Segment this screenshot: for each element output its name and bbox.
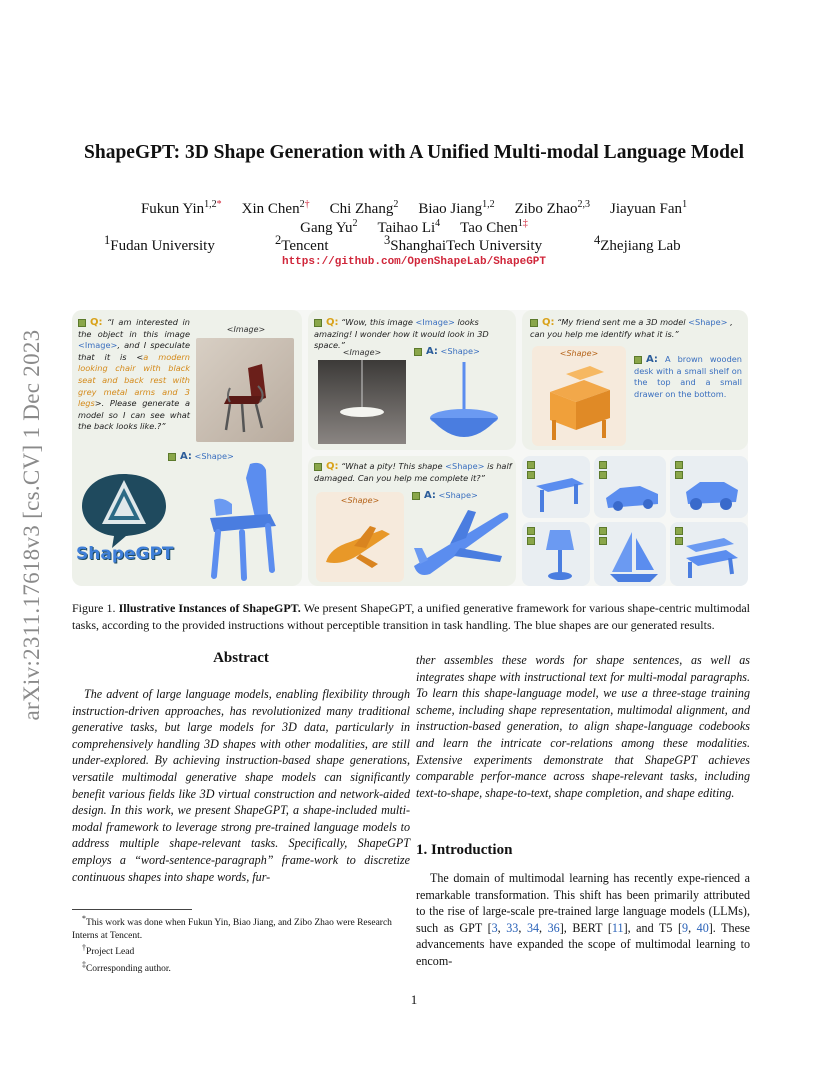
panel4-answer: A: <Shape> <box>412 490 478 502</box>
sailboat-shape <box>608 528 660 584</box>
panel-shape-to-text <box>522 310 748 450</box>
bullet-icon <box>634 356 642 364</box>
mini-table <box>522 456 590 518</box>
citation-link[interactable]: 40 <box>696 920 709 935</box>
bench-shape <box>680 536 742 582</box>
panel3-answer: A: A brown wooden desk with a small shelf on the top and a small drawer on the bottom. <box>634 354 742 399</box>
bullet-icon <box>78 319 86 327</box>
citation-link[interactable]: 36 <box>547 920 560 935</box>
footnote-3: ‡Corresponding author. <box>82 959 171 974</box>
bullet-icon <box>527 461 535 469</box>
bullet-icon <box>527 527 535 535</box>
desk-shape-box <box>532 346 626 446</box>
footnote-2: †Project Lead <box>82 943 135 958</box>
shape-tag: <Shape> <box>559 349 599 358</box>
bullet-icon <box>675 527 683 535</box>
logo-text: ShapeGPT <box>76 544 174 564</box>
figure-1 <box>72 310 748 586</box>
github-link[interactable]: https://github.com/OpenShapeLab/ShapeGPT <box>281 256 547 268</box>
abstract-heading: Abstract <box>213 650 269 666</box>
footnotes <box>72 913 410 975</box>
bullet-icon <box>530 319 538 327</box>
panel3-question: Q: “My friend sent me a 3D model <Shape> , can you help me identify what it is.” <box>530 317 733 339</box>
figure-caption: Figure 1. Illustrative Instances of ShapeGPT. We present ShapeGPT, a unified generative framework for various shape-centric multimodal tasks, according to the provided instructions without perceptible transition in task handling. The blue shapes are our generated results. <box>72 601 750 632</box>
bullet-icon <box>168 453 176 461</box>
bullet-icon <box>314 319 322 327</box>
image-tag: <Image> <box>226 325 266 334</box>
citation-link[interactable]: 33 <box>506 920 519 935</box>
author-name: Tao Chen$^{1\ddagger}$ <box>460 218 528 236</box>
footnote-1: *This work was done when Fukun Yin, Biao Jiang, and Zibo Zhao were Research Interns at Tencent. <box>72 914 392 941</box>
author-name: Taihao Li$^4$ <box>377 218 441 236</box>
panel1-answer: A: <Shape> <box>168 451 234 463</box>
arxiv-stamp <box>14 290 50 760</box>
shape-tag: <Shape> <box>340 496 380 505</box>
jeep-shape <box>680 472 742 514</box>
intro-text: The domain of multimodal learning has recently expe-rienced a remarkable transformation. This shift has been primarily attributed to the rise of large-scale pre-trained large language models (LLMs), such as GPT [3, 33, 34, 36], BERT [11], and T5 [9, 40]. These advancements have expanded the scope of multimodal learning to encom- <box>416 871 751 968</box>
author-name: Zibo Zhao$^{2,3}$ <box>514 199 590 217</box>
mini-lamp <box>522 522 590 586</box>
shapegpt-logo <box>76 470 172 580</box>
mini-jeep <box>670 456 748 518</box>
author-name: Xin Chen$^{2\dagger}$ <box>241 199 310 217</box>
mini-car <box>594 456 666 518</box>
image-tag: <Image> <box>342 348 382 357</box>
bullet-icon <box>675 461 683 469</box>
generated-lamp-shape <box>418 360 512 446</box>
panel2-answer: A: <Shape> <box>414 346 480 358</box>
citation-link[interactable]: 9 <box>682 920 689 935</box>
lamp-photo <box>318 360 406 444</box>
logo-icon <box>76 470 172 550</box>
author-name: Gang Yu$^2$ <box>300 218 358 236</box>
abstract-right: ther assembles these words for shape sentences, as well as integrates shape with instructional text for multi-modal paragraphs. To learn this shape-language model, we use a three-stage training scheme, including shape representation, multimodal alignment, and instruction-based generation, to align shape-language codebooks and learn the intricate cor-relations among these modalities. Extensive experiments demonstrate that ShapeGPT achieves comparable perfor-mance across shape-relevant tasks, including text-to-shape, shape-to-text, shape completion, and shape editing. <box>416 653 750 800</box>
panel1-question: Q: “I am interested in the object in this image <Image>, and I speculate that it is <a modern looking chair with black seat and back rest with grey metal arms and 3 legs>. Please generate a model so I can see what the back looks like.?” <box>78 317 190 432</box>
completed-airplane-shape <box>410 504 514 584</box>
intro-heading: 1. Introduction <box>416 842 513 858</box>
panel4-question: Q: “What a pity! This shape <Shape> is half damaged. Can you help me complete it?” <box>314 461 512 483</box>
panel-shape-completion <box>308 456 516 586</box>
bullet-icon <box>527 537 535 545</box>
affiliation-3: $^3$ShanghaiTech University <box>384 233 543 254</box>
bullet-icon <box>412 492 420 500</box>
chair-photo <box>196 338 294 442</box>
author-name: Biao Jiang$^{1,2}$ <box>418 199 495 217</box>
bullet-icon <box>599 537 607 545</box>
affiliation-4: $^4$Zhejiang Lab <box>594 233 681 254</box>
paper-title: ShapeGPT: 3D Shape Generation with A Unified Multi-modal Language Model <box>84 142 744 163</box>
author-name: Chi Zhang$^2$ <box>329 199 399 217</box>
generated-chair-shape <box>192 460 300 582</box>
car-shape <box>602 476 662 514</box>
panel-image-to-3d <box>308 310 516 450</box>
author-name: Fukun Yin$^{1,2*}$ <box>140 199 222 217</box>
lamp-shape <box>540 528 580 584</box>
citation-link[interactable]: 3 <box>491 920 498 935</box>
affiliation-1: $^1$Fudan University <box>104 233 215 254</box>
bullet-icon <box>414 348 422 356</box>
citation-link[interactable]: 34 <box>526 920 540 935</box>
arxiv-id: arXiv:2311.17618v3 [cs.CV] 1 Dec 2023 <box>19 329 44 721</box>
panel2-question: Q: “Wow, this image <Image> looks amazing! I wonder how it would look in 3D space.” <box>314 317 489 351</box>
panel-image-to-shape <box>72 310 302 586</box>
footnote-rule <box>72 909 192 910</box>
affiliation-2: $^2$Tencent <box>275 233 329 254</box>
desk-shape <box>540 362 618 444</box>
mini-bench <box>670 522 748 586</box>
abstract-left: The advent of large language models, enabling flexibility through instruction-driven approaches, has revolutionized many traditional generative tasks, but large models for 3D data, particularly in comprehensively handling 3D shapes with other modalities, are still under-explored. By achieving instruction-based shape generations, versatile multimodal generative shape models can significantly benefit various fields like 3D virtual construction and network-aided design. In this work, we present ShapeGPT, a shape-included multi-modal framework to leverage strong pre-trained language models to address multiple shape-relevant tasks. Specifically, ShapeGPT employs a “word-sentence-paragraph” frame-work to discretize continuous shapes into shape words, fur- <box>72 687 410 884</box>
damaged-airplane-shape <box>320 512 400 578</box>
bullet-icon <box>599 461 607 469</box>
author-name: Jiayuan Fan$^1$ <box>609 199 688 217</box>
page-number: 1 <box>410 992 418 1007</box>
mini-sailboat <box>594 522 666 586</box>
bullet-icon <box>599 527 607 535</box>
damaged-shape-box <box>316 492 404 582</box>
bullet-icon <box>314 463 322 471</box>
citation-link[interactable]: 11 <box>611 920 624 935</box>
table-shape <box>532 474 586 516</box>
